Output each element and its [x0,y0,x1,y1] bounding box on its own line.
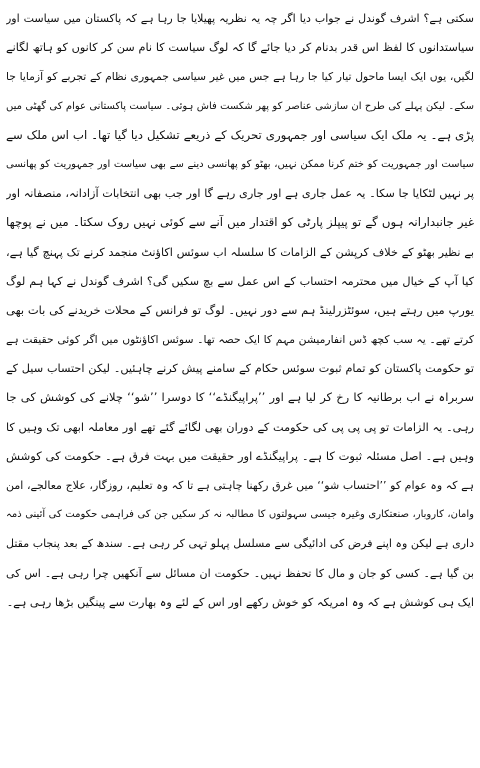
article-line: داری ہے لیکن وہ اپنے فرض کی ادائیگی سے مسلسل پہلو تہی کر رہی ہے۔ سندھ کے بعد پنجاب مقتل [6,537,474,551]
article-line: تو حکومت پاکستان کو تمام ثبوت سوئس حکام کے سامنے پیش کرنے چاہئیں۔ لیکن احتساب سیل کے [6,362,474,376]
article-line: یورپ میں رہتے ہیں، سوئٹزرلینڈ ہم سے دور نہیں۔ لوگ تو فرانس کے محلات خریدنے کی بات بھی [6,302,474,317]
article-body [6,4,474,617]
article-line: ایک ہی کوشش ہے کہ وہ امریکہ کو خوش رکھے اور اس کے لئے وہ بھارت سے پینگیں بڑھا رہی ہے۔ [6,595,474,609]
article-line: سکتی ہے؟ اشرف گوندل نے جواب دیا اگر چہ یہ نظریہ پھیلایا جا رہا ہے کہ پاکستان میں سیاست اور [6,12,474,25]
article-line: وامان، کاروبار، صنعتکاری وغیرہ جیسی سہولتوں کا مطالبہ نہ کر سکیں جن کی فراہمی حکومت کی آئینی ذمہ [6,509,474,521]
article-line: سیاستدانوں کا لفظ اس قدر بدنام کر دیا جائے گا کہ لوگ سیاست کا نام سن کر کانوں کو ہاتھ لگانے [6,41,474,55]
article-line: رہی۔ یہ الزامات تو پی پی پی کی حکومت کے دوران بھی لگائے گئے تھے اور معاملہ ابھی تک وہیں کا [6,420,474,434]
article-line: سربراہ نے اب برطانیہ کا رخ کر لیا ہے اور ’’پراپیگنڈے‘‘ کا دوسرا ’’شو‘‘ چلانے کی کوشش کی جا [6,390,474,405]
article-line: پر نہیں لٹکایا جا سکا۔ یہ عمل جاری ہے اور جاری رہے گا اور جب بھی انتخابات آزادانہ، منصفانہ اور [6,187,474,201]
article-line: وہیں ہے۔ اصل مسئلہ ثبوت کا ہے۔ پراپیگنڈے اور حقیقت میں بہت فرق ہے۔ حکومت کی کوشش [6,448,474,463]
article-line: ہے کہ وہ عوام کو ’’احتساب شو‘‘ میں غرق رکھنا چاہتی ہے تا کہ وہ تعلیم، روزگار، علاج معالجے، امن [6,479,474,492]
article-line: بن گیا ہے۔ کسی کو جان و مال کا تحفظ نہیں۔ حکومت ان مسائل سے آنکھیں چرا رہی ہے۔ اس کی [6,566,474,580]
article-line: کرتے تھے۔ یہ سب کچھ ڈس انفارمیشن مہم کا ایک حصہ تھا۔ سوئس اکاؤنٹوں میں اگر کوئی حقیقت ہے [6,333,474,347]
article-line: سکے۔ لیکن پہلے کی طرح ان سازشی عناصر کو پھر شکست فاش ہوئی۔ سیاست پاکستانی عوام کی گھٹی میں [6,100,474,112]
article-line: کیا آپ کے خیال میں محترمہ احتساب کے اس عمل سے بچ سکیں گی؟ اشرف گوندل نے کہا ہم لوگ [6,274,474,288]
article-line: لگیں، یوں ایک ایسا ماحول تیار کیا جا رہا ہے جس میں غیر سیاسی جمہوری نظام کے تجربے کو آزمایا جا [6,70,474,84]
article-line: سیاست اور جمہوریت کو ختم کرنا ممکن نہیں، بھٹو کو پھانسی دینے سے بھی سیاست اور جمہوریت کو پھانسی [6,158,474,170]
article-line: پڑی ہے۔ یہ ملک ایک سیاسی اور جمہوری تحریک کے ذریعے تشکیل دیا گیا تھا۔ اب اس ملک سے [6,127,474,142]
article-line: غیر جانبدارانہ ہوں گے تو پیپلز پارٹی کو اقتدار میں آنے سے کوئی نہیں روک سکتا۔ میں نے پوچھا [6,215,474,230]
article-line: بے نظیر بھٹو کے خلاف کرپشن کے الزامات کا سلسلہ اب سوئس اکاؤنٹ منجمد کرنے تک پہنچ گیا ہے، [6,245,474,259]
